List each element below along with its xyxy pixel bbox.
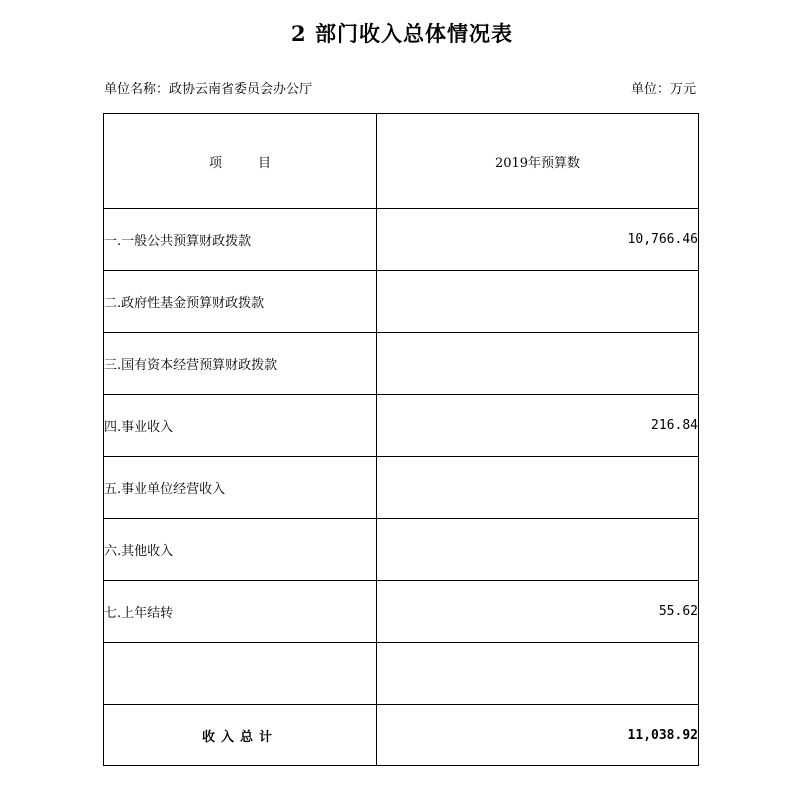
row-label: 一.一般公共预算财政拨款 <box>104 209 377 271</box>
row-label <box>104 643 377 705</box>
table-row <box>104 643 699 705</box>
table-row <box>104 581 699 643</box>
row-amount <box>377 519 699 581</box>
row-amount <box>377 457 699 519</box>
row-label: 六.其他收入 <box>104 519 377 581</box>
header-item: 项目 <box>104 114 377 209</box>
table-row <box>104 271 699 333</box>
unit-label: 单位：万元 <box>630 82 696 97</box>
row-label: 七.上年结转 <box>104 581 377 643</box>
table-header-row <box>104 114 699 209</box>
page-title: 2 部门收入总体情况表 <box>291 21 513 46</box>
table-row <box>104 209 699 271</box>
income-summary-table <box>103 113 699 766</box>
row-amount <box>377 643 699 705</box>
row-label: 三.国有资本经营预算财政拨款 <box>104 333 377 395</box>
unit-name: 单位名称：政协云南省委员会办公厅 <box>104 82 313 97</box>
total-row <box>104 705 699 766</box>
table-row <box>104 519 699 581</box>
header-budget-2019: 2019年预算数 <box>377 114 699 209</box>
table-row <box>104 395 699 457</box>
row-amount <box>377 333 699 395</box>
row-amount: 216.84 <box>377 395 699 457</box>
row-amount: 55.62 <box>377 581 699 643</box>
row-label: 四.事业收入 <box>104 395 377 457</box>
row-amount: 10,766.46 <box>377 209 699 271</box>
row-label: 五.事业单位经营收入 <box>104 457 377 519</box>
table-row <box>104 333 699 395</box>
table-row <box>104 457 699 519</box>
row-label: 二.政府性基金预算财政拨款 <box>104 271 377 333</box>
row-amount <box>377 271 699 333</box>
total-amount: 11,038.92 <box>377 705 699 766</box>
total-label: 收入总计 <box>104 705 377 766</box>
